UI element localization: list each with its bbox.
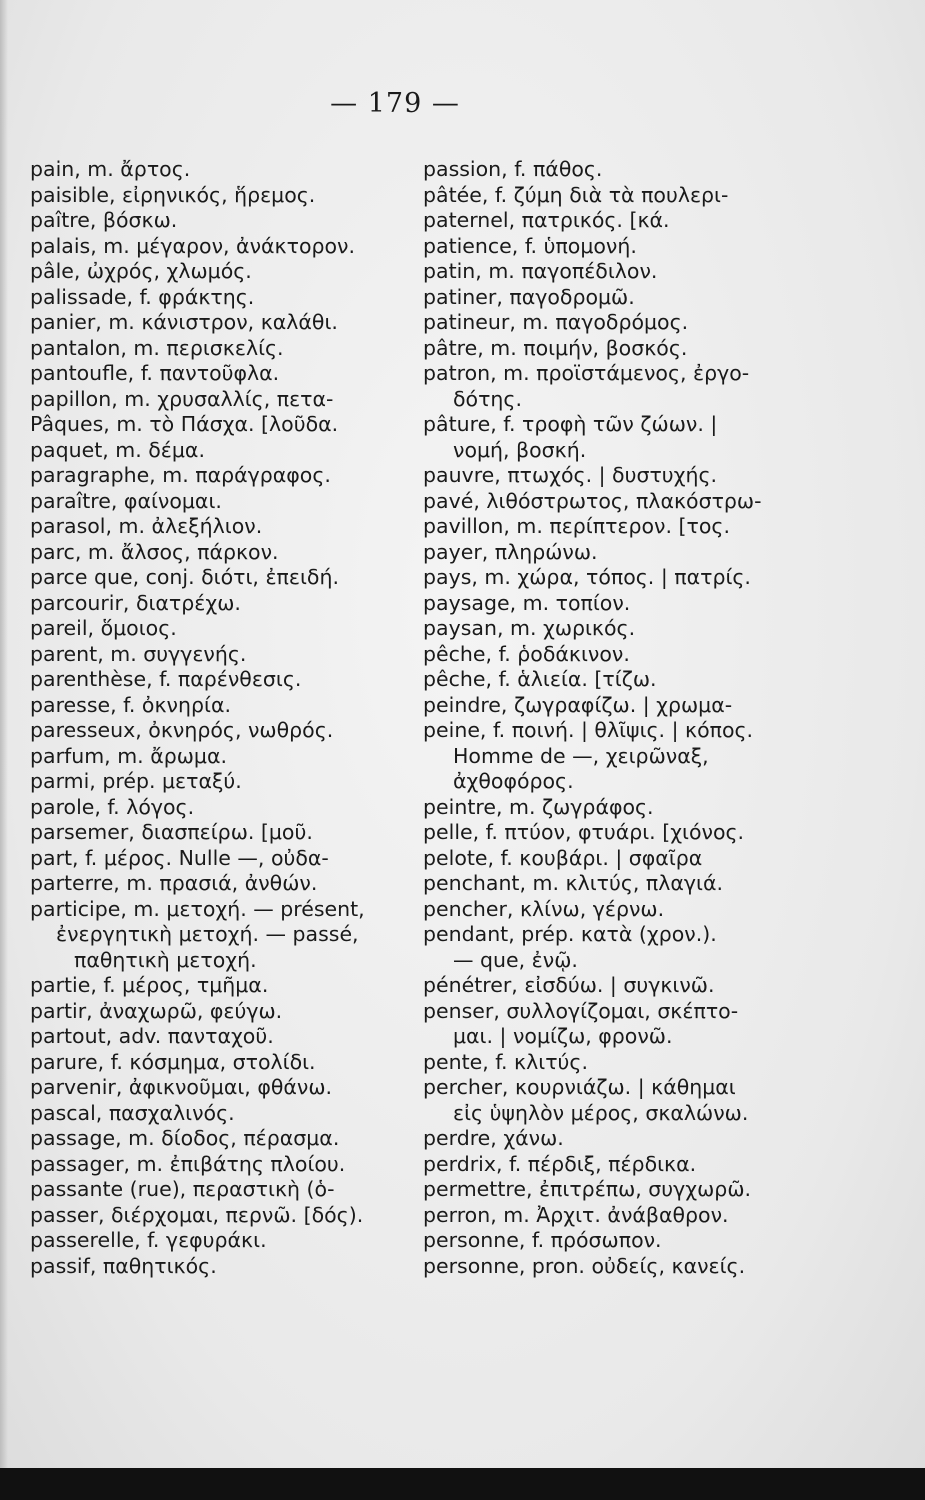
dictionary-line: parce que, conj. διότι, ἐπειδή. xyxy=(30,565,339,589)
dictionary-line: partout, adv. πανταχοῦ. xyxy=(30,1024,274,1048)
dictionary-line: parmi, prép. μεταξύ. xyxy=(30,769,242,793)
dictionary-line: patiner, παγοδρομῶ. xyxy=(423,284,635,309)
dictionary-line: patineur, m. παγοδρόμος. xyxy=(423,310,689,334)
dictionary-line: papillon, m. χρυσαλλίς, πετα- xyxy=(30,386,334,411)
dictionary-line: participe, m. μετοχή. — présent, xyxy=(30,896,365,921)
dictionary-line: ἐνεργητικὴ μετοχή. — passé, xyxy=(56,922,359,946)
dictionary-line: pantoufle, f. παντοῦφλα. xyxy=(30,361,280,385)
scan-bottom-border xyxy=(0,1468,925,1500)
dictionary-line: pente, f. κλιτύς. xyxy=(423,1049,588,1074)
dictionary-line: parsemer, διασπείρω. [μοῦ. xyxy=(30,820,313,844)
dictionary-line: pantalon, m. περισκελίς. xyxy=(30,335,284,360)
dictionary-line: δότης. xyxy=(453,386,522,411)
dictionary-line: paresseux, ὀκνηρός, νωθρός. xyxy=(30,718,334,742)
dictionary-line: personne, pron. οὐδείς, κανείς. xyxy=(423,1253,746,1278)
dictionary-line: pavillon, m. περίπτερον. [τος. xyxy=(423,514,730,538)
dictionary-line: parc, m. ἄλσος, πάρκον. xyxy=(30,539,279,564)
dictionary-line: pareil, ὅμοιος. xyxy=(30,616,177,640)
dictionary-line: parure, f. κόσμημα, στολίδι. xyxy=(30,1049,316,1074)
dictionary-line: pelote, f. κουβάρι. | σφαῖρα xyxy=(423,845,703,870)
dictionary-line: parterre, m. πρασιά, ἀνθών. xyxy=(30,871,318,895)
dictionary-line: peine, f. ποινή. | θλῖψις. | κόπος. xyxy=(423,718,754,742)
dictionary-line: penser, συλλογίζομαι, σκέπτο- xyxy=(423,998,739,1023)
dictionary-line: paysage, m. τοπίον. xyxy=(423,590,631,615)
dictionary-line: patin, m. παγοπέδιλον. xyxy=(423,259,658,283)
dictionary-line: perron, m. Ἀρχιτ. ἀνάβαθρον. xyxy=(423,1202,729,1227)
dictionary-line: parenthèse, f. παρένθεσις. xyxy=(30,667,302,691)
dictionary-line: parasol, m. ἀλεξήλιον. xyxy=(30,514,263,538)
dictionary-line: νομή, βοσκή. xyxy=(453,437,587,462)
dictionary-line: pendant, prép. κατὰ (χρον.). xyxy=(423,922,717,946)
dictionary-line: partir, ἀναχωρῶ, φεύγω. xyxy=(30,998,283,1023)
dictionary-line: perdrix, f. πέρδιξ, πέρδικα. xyxy=(423,1151,697,1176)
page-left-shadow xyxy=(0,0,8,1500)
dictionary-line: Homme de —, χειρῶναξ, xyxy=(453,743,709,768)
dictionary-line: passage, m. δίοδος, πέρασμα. xyxy=(30,1126,340,1150)
dictionary-line: pavé, λιθόστρωτος, πλακόστρω- xyxy=(423,488,762,513)
dictionary-line: passager, m. ἐπιβάτης πλοίου. xyxy=(30,1151,346,1176)
dictionary-line: patron, m. προϊστάμενος, ἐργο- xyxy=(423,361,750,385)
dictionary-line: pâtée, f. ζύμη διὰ τὰ πουλερι- xyxy=(423,182,729,207)
dictionary-line: παθητικὴ μετοχή. xyxy=(74,947,257,972)
dictionary-line: pencher, κλίνω, γέρνω. xyxy=(423,896,665,921)
dictionary-line: paragraphe, m. παράγραφος. xyxy=(30,463,331,487)
dictionary-line: part, f. μέρος. Nulle —, οὐδα- xyxy=(30,845,329,870)
dictionary-line: percher, κουρνιάζω. | κάθημαι xyxy=(423,1075,736,1099)
page-number: — 179 — xyxy=(330,88,460,119)
right-column xyxy=(423,157,793,1279)
dictionary-line: paraître, φαίνομαι. xyxy=(30,488,222,513)
dictionary-line: paternel, πατρικός. [κά. xyxy=(423,208,670,232)
dictionary-line: paisible, εἰρηνικός, ἥρεμος. xyxy=(30,182,316,207)
dictionary-line: pays, m. χώρα, τόπος. | πατρίς. xyxy=(423,565,751,589)
dictionary-line: paysan, m. χωρικός. xyxy=(423,616,636,640)
dictionary-line: penchant, m. κλιτύς, πλαγιά. xyxy=(423,871,724,895)
dictionary-line: Pâques, m. τὸ Πάσχα. [λοῦδα. xyxy=(30,412,339,436)
dictionary-line: pêche, f. ῥοδάκινον. xyxy=(423,641,630,666)
dictionary-line: ἀχθοφόρος. xyxy=(453,769,574,793)
dictionary-line: passion, f. πάθος. xyxy=(423,157,603,181)
dictionary-line: paître, βόσκω. xyxy=(30,208,178,232)
dictionary-line: paresse, f. ὀκνηρία. xyxy=(30,692,231,717)
dictionary-line: parvenir, ἀφικνοῦμαι, φθάνω. xyxy=(30,1075,333,1099)
dictionary-line: pauvre, πτωχός. | δυστυχής. xyxy=(423,463,718,487)
dictionary-line: parcourir, διατρέχω. xyxy=(30,590,241,615)
dictionary-line: passer, διέρχομαι, περνῶ. [δός). xyxy=(30,1202,364,1227)
dictionary-line: palissade, f. φράκτης. xyxy=(30,284,255,309)
dictionary-line: paquet, m. δέμα. xyxy=(30,437,205,462)
dictionary-line: panier, m. κάνιστρον, καλάθι. xyxy=(30,310,338,334)
left-column xyxy=(30,157,400,1279)
dictionary-line: εἰς ὑψηλὸν μέρος, σκαλώνω. xyxy=(453,1100,749,1125)
dictionary-line: payer, πληρώνω. xyxy=(423,539,598,564)
dictionary-line: passif, παθητικός. xyxy=(30,1253,217,1278)
dictionary-line: pâtre, m. ποιμήν, βοσκός. xyxy=(423,335,688,360)
dictionary-line: pain, m. ἄρτος. xyxy=(30,157,191,181)
dictionary-line: passante (rue), περαστικὴ (ὁ- xyxy=(30,1177,335,1201)
dictionary-line: permettre, ἐπιτρέπω, συγχωρῶ. xyxy=(423,1177,751,1201)
dictionary-line: partie, f. μέρος, τμῆμα. xyxy=(30,973,269,997)
dictionary-line: palais, m. μέγαρον, ἀνάκτορον. xyxy=(30,233,356,258)
dictionary-line: peindre, ζωγραφίζω. | χρωμα- xyxy=(423,692,733,717)
dictionary-line: patience, f. ὑπομονή. xyxy=(423,233,637,258)
dictionary-line: parole, f. λόγος. xyxy=(30,794,195,819)
dictionary-line: perdre, χάνω. xyxy=(423,1126,564,1150)
dictionary-line: passerelle, f. γεφυράκι. xyxy=(30,1228,267,1252)
dictionary-line: peintre, m. ζωγράφος. xyxy=(423,794,654,819)
dictionary-line: parfum, m. ἄρωμα. xyxy=(30,743,227,768)
dictionary-line: pâture, f. τροφὴ τῶν ζώων. | xyxy=(423,412,718,436)
dictionary-line: personne, f. πρόσωπον. xyxy=(423,1228,662,1252)
dictionary-line: pénétrer, εἰσδύω. | συγκινῶ. xyxy=(423,973,715,997)
dictionary-line: parent, m. συγγενής. xyxy=(30,641,247,666)
dictionary-line: pelle, f. πτύον, φτυάρι. [χιόνος. xyxy=(423,820,745,844)
dictionary-line: μαι. | νομίζω, φρονῶ. xyxy=(453,1024,673,1048)
dictionary-line: pâle, ὠχρός, χλωμός. xyxy=(30,259,252,283)
dictionary-line: — que, ἐνῷ. xyxy=(453,947,578,972)
dictionary-line: pascal, πασχαλινός. xyxy=(30,1100,235,1125)
dictionary-line: pêche, f. ἁλιεία. [τίζω. xyxy=(423,667,657,691)
